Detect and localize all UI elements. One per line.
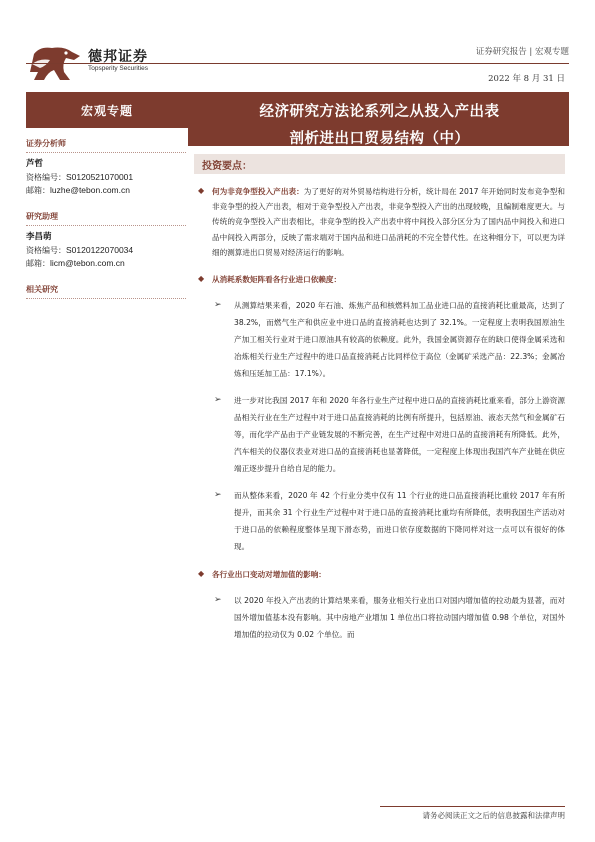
- assistant-cert: [26, 244, 186, 257]
- related-block: [26, 284, 186, 299]
- report-title: [190, 92, 569, 146]
- sub-point-1: [194, 297, 565, 382]
- assistant-cert-label: 资格编号：: [26, 246, 66, 255]
- diamond-bullet-icon: ◆: [198, 569, 205, 579]
- footer-disclaimer: 请务必阅读正文之后的信息披露和法律声明: [422, 811, 565, 820]
- analyst-block: [26, 138, 186, 197]
- bullet-2-lead: 从消耗系数矩阵看各行业进口依赖度：: [212, 275, 342, 285]
- bullet-3-lead: 各行业出口变动对增加值的影响：: [212, 570, 326, 580]
- assistant-heading: 研究助理: [26, 211, 186, 226]
- analyst-cert-value: S0120521070001: [66, 172, 134, 182]
- main-content: [194, 154, 565, 655]
- sub-point-3: [194, 487, 565, 555]
- assistant-cert-value: S0120122070034: [66, 245, 134, 255]
- assistant-email-value[interactable]: licm@tebon.com.cn: [50, 258, 125, 268]
- sub-point-4: [194, 592, 565, 643]
- arrow-bullet-icon: ➢: [214, 395, 222, 406]
- analyst-email: [26, 184, 186, 197]
- sub-point-3-text: 而从整体来看，2020 年 42 个行业分类中仅有 11 个行业的进口品直接消耗比重较 2017 年有所提升，而其余 31 个行业生产过程中对于进口品的直接消耗比重均有所降低，表明我国生产活动对于进口品的依赖程度整体呈现下滑态势，而进口依存度数据的下降同样对这一点可以有很好的体现。: [234, 491, 565, 552]
- arrow-bullet-icon: ➢: [214, 595, 222, 606]
- section-export-impact: [194, 567, 565, 643]
- brand-name-cn: 德邦证券: [88, 49, 148, 65]
- title-line-1: 经济研究方法论系列之从投入产出表: [259, 103, 500, 120]
- report-type: 证券研究报告 | 宏观专题: [475, 47, 569, 57]
- section-import-dependency: [194, 272, 565, 555]
- analyst-cert-label: 资格编号：: [26, 173, 66, 182]
- diamond-bullet-icon: ◆: [198, 186, 205, 195]
- analyst-heading: 证券分析师: [26, 138, 186, 153]
- analyst-email-value[interactable]: luzhe@tebon.com.cn: [50, 185, 130, 195]
- footer-divider: [380, 806, 565, 807]
- bullet-1-lead: 何为非竞争型投入产出表：: [212, 187, 304, 196]
- category-label: 宏观专题: [80, 103, 133, 118]
- analyst-name: 芦哲: [26, 159, 44, 169]
- sub-point-4-text: 以 2020 年投入产出表的计算结果来看，服务业相关行业出口对国内增加值的拉动最为显著，而对国外增加值基本没有影响。其中房地产业增加 1 单位出口将拉动国内增加值 0.98 个单位，对国外增加值的拉动仅为 0.02 个单位。而: [234, 596, 565, 640]
- sidebar: [26, 138, 186, 313]
- related-heading: 相关研究: [26, 284, 186, 299]
- section-non-competitive: [194, 184, 565, 260]
- key-points-heading: 投资要点：: [194, 154, 565, 174]
- assistant-email-label: 邮箱：: [26, 259, 50, 268]
- sub-point-2: [194, 392, 565, 477]
- sub-point-2-text: 进一步对比我国 2017 年和 2020 年各行业生产过程中进口品的直接消耗比重来看，部分上游资源品相关行业在生产过程中对于进口品直接消耗的比例有所提升，包括原油、液态天然气和金属矿石等，而化学产品由于产业链发展的不断完善，在生产过程中对进口品的直接消耗有所降低。此外，汽车相关的仪器仪表业对进口品的直接消耗也显著降低，一定程度上体现出我国汽车产业链在供应端正逐步提升自给自足的能力。: [234, 396, 565, 474]
- analyst-email-label: 邮箱：: [26, 186, 50, 195]
- assistant-block: [26, 211, 186, 270]
- bullet-3: [194, 567, 565, 582]
- arrow-bullet-icon: ➢: [214, 490, 222, 501]
- bullet-1-text: 为了更好的对外贸易结构进行分析，统计局在 2017 年开始同时发布竞争型和非竞争型的投入产出表，相对于竞争型投入产出表，非竞争型投入产出的出现较晚，且编制难度更大。与传统的竞争型投入产出表相比，非竞争型的投入产出表中将中间投入部分区分为了国内品中间投入和进口品中间投入两部分，反映了需求端对于国内品和进口品消耗的不完全替代性。在这种细分下，可以更为详细的测算进出口贸易对经济运行的影响。: [212, 187, 566, 257]
- title-line-2: 剖析进出口贸易结构（中）: [289, 130, 470, 147]
- sub-point-1-text: 从测算结果来看，2020 年石油、炼焦产品和核燃料加工品业进口品的直接消耗比重最高，达到了 38.2%，而燃气生产和供应业中进口品的直接消耗也达到了 32.1%。一定程度上表明我国原油生产加工相关行业对于进口原油具有较高的依赖度。此外，我国金属资源存在的缺口使得金属采选和冶炼相关行业生产过程中的进口品直接消耗占比同样位于高位（金属矿采选产品：22.3%；金属冶炼和压延加工品：17.1%）。: [234, 301, 565, 379]
- diamond-bullet-icon: ◆: [198, 274, 205, 284]
- brand-name-en: Topsperity Securities: [88, 65, 148, 72]
- header-divider: [26, 63, 569, 64]
- assistant-name: 李昌萌: [26, 232, 52, 242]
- analyst-cert: [26, 171, 186, 184]
- category-badge: [26, 92, 188, 128]
- bullet-1: [194, 184, 565, 260]
- assistant-email: [26, 257, 186, 270]
- arrow-bullet-icon: ➢: [214, 300, 222, 311]
- report-date: 2022 年 8 月 31 日: [488, 74, 565, 84]
- bullet-2: [194, 272, 565, 287]
